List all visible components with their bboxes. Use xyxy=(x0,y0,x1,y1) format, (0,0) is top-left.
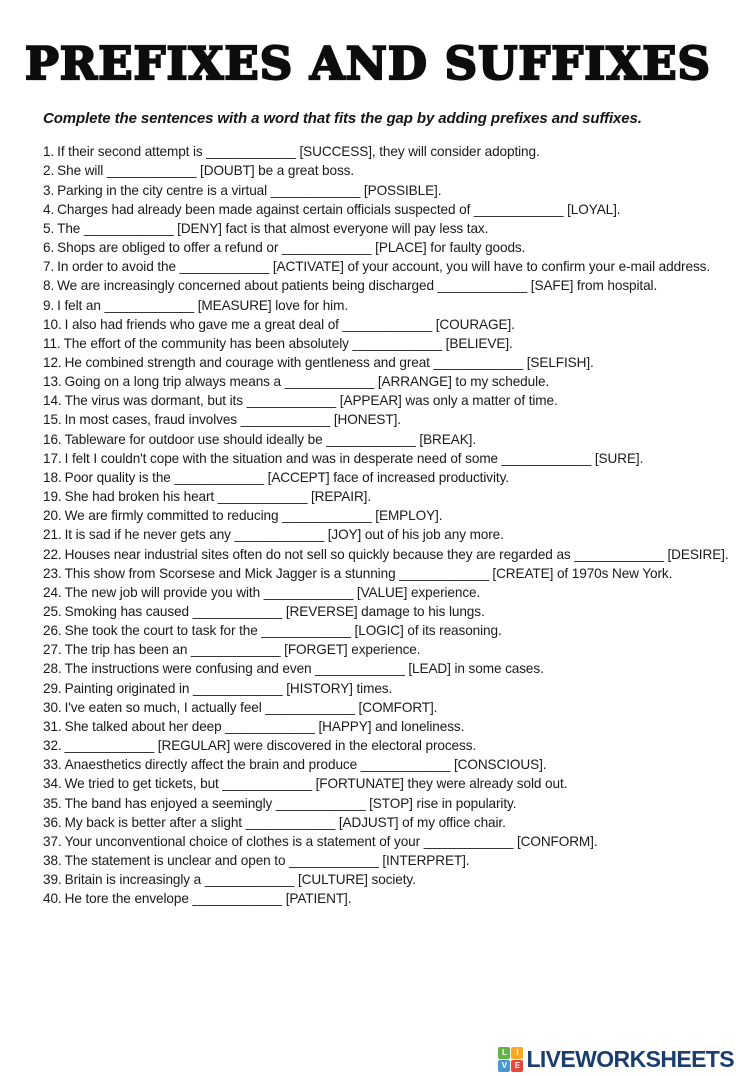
sentence-item xyxy=(43,774,736,793)
sentence-item xyxy=(43,659,736,678)
sentence-item xyxy=(43,142,736,161)
sentence-number: 6. xyxy=(43,240,55,256)
sentence-number: 32. xyxy=(43,738,62,754)
logo-letter-block: I xyxy=(511,1047,523,1059)
sentence-text: Charges had already been made against certain officials suspected of ____________ [LOYAL]. xyxy=(57,201,621,217)
sentence-item xyxy=(43,200,736,219)
sentence-number: 35. xyxy=(43,795,62,811)
sentence-number: 3. xyxy=(43,182,55,198)
sentence-item xyxy=(43,276,736,295)
sentence-number: 14. xyxy=(43,393,62,409)
sentence-item xyxy=(43,870,736,889)
sentence-item xyxy=(43,564,736,583)
sentence-item xyxy=(43,468,736,487)
page-title: PREFIXES AND SUFFIXES xyxy=(24,37,712,90)
liveworksheets-logo-icon xyxy=(498,1047,523,1072)
sentence-number: 30. xyxy=(43,699,62,715)
sentence-item xyxy=(43,736,736,755)
sentence-number: 19. xyxy=(43,489,62,505)
sentence-item xyxy=(43,679,736,698)
sentence-text: The instructions were confusing and even ____________ [LEAD] in some cases. xyxy=(64,661,544,677)
sentence-text: He tore the envelope ____________ [PATIENT]. xyxy=(64,891,352,907)
sentence-text: In order to avoid the ____________ [ACTIVATE] of your account, you will have to confirm your e-mail address. xyxy=(57,259,711,275)
sentence-number: 16. xyxy=(43,431,62,447)
sentence-text: She took the court to task for the ____________ [LOGIC] of its reasoning. xyxy=(64,623,502,639)
sentence-number: 22. xyxy=(43,546,62,562)
sentence-text: The new job will provide you with ____________ [VALUE] experience. xyxy=(64,584,481,600)
sentence-item xyxy=(43,353,736,372)
sentence-item xyxy=(43,257,736,276)
sentence-text: The trip has been an ____________ [FORGET] experience. xyxy=(64,642,421,658)
sentence-item xyxy=(43,506,736,525)
sentence-text: The effort of the community has been absolutely ____________ [BELIEVE]. xyxy=(63,335,513,351)
sentence-number: 39. xyxy=(43,872,62,888)
sentence-item xyxy=(43,717,736,736)
sentence-text: I also had friends who gave me a great deal of ____________ [COURAGE]. xyxy=(64,316,515,332)
sentence-number: 28. xyxy=(43,661,62,677)
sentence-text: Britain is increasingly a ____________ [CULTURE] society. xyxy=(64,872,416,888)
sentence-text: It is sad if he never gets any ____________ [JOY] out of his job any more. xyxy=(64,527,504,543)
sentence-item xyxy=(43,525,736,544)
sentence-item xyxy=(43,372,736,391)
sentence-number: 18. xyxy=(43,469,62,485)
sentence-item xyxy=(43,391,736,410)
sentence-item xyxy=(43,430,736,449)
instructions-text: Complete the sentences with a word that fits the gap by adding prefixes and suffixes. xyxy=(43,110,642,128)
sentence-item xyxy=(43,410,736,429)
sentence-text: Smoking has caused ____________ [REVERSE] damage to his lungs. xyxy=(64,604,485,619)
sentence-number: 2. xyxy=(43,163,55,179)
sentence-item xyxy=(43,334,736,353)
sentence-number: 11. xyxy=(43,335,61,351)
sentence-number: 9. xyxy=(43,297,55,313)
sentence-number: 34. xyxy=(43,776,62,792)
sentence-item xyxy=(43,238,736,257)
sentence-text: Painting originated in ____________ [HISTORY] times. xyxy=(64,680,393,696)
sentence-text: Going on a long trip always means a ____________ [ARRANGE] to my schedule. xyxy=(64,374,550,390)
sentence-number: 26. xyxy=(43,623,62,639)
sentence-number: 20. xyxy=(43,508,62,524)
sentence-text: Houses near industrial sites often do not sell so quickly because they are regarded as ____________ [DESIRE]. xyxy=(64,546,729,562)
sentence-item xyxy=(43,296,736,315)
sentence-text: ____________ [REGULAR] were discovered in the electoral process. xyxy=(64,738,477,754)
sentence-number: 40. xyxy=(43,891,62,907)
sentence-item xyxy=(43,602,736,621)
sentence-item xyxy=(43,640,736,659)
sentence-number: 24. xyxy=(43,584,62,600)
sentence-number: 23. xyxy=(43,565,62,581)
sentence-item xyxy=(43,698,736,717)
worksheet-page xyxy=(0,36,736,1076)
sentence-number: 13. xyxy=(43,374,62,390)
sentence-text: The statement is unclear and open to ____________ [INTERPRET]. xyxy=(64,853,470,869)
sentence-text: I've eaten so much, I actually feel ____________ [COMFORT]. xyxy=(64,699,438,715)
sentence-item xyxy=(43,315,736,334)
sentence-item xyxy=(43,161,736,180)
sentence-text: We are increasingly concerned about patients being discharged ____________ [SAFE] from hospital. xyxy=(57,278,658,294)
sentence-text: Shops are obliged to offer a refund or ____________ [PLACE] for faulty goods. xyxy=(57,240,526,256)
sentence-number: 36. xyxy=(43,814,62,830)
sentence-item xyxy=(43,832,736,851)
sentence-text: My back is better after a slight ____________ [ADJUST] of my office chair. xyxy=(64,814,506,830)
sentence-number: 38. xyxy=(43,853,62,869)
sentence-list xyxy=(43,142,736,908)
sentence-text: I felt an ____________ [MEASURE] love for him. xyxy=(57,297,348,313)
sentence-number: 12. xyxy=(43,354,62,370)
sentence-text: The virus was dormant, but its ____________ [APPEAR] was only a matter of time. xyxy=(64,393,558,409)
sentence-number: 5. xyxy=(43,220,55,236)
sentence-number: 1. xyxy=(43,144,55,160)
sentence-text: The band has enjoyed a seemingly ____________ [STOP] rise in popularity. xyxy=(64,795,517,811)
sentence-item xyxy=(43,889,736,908)
logo-letter-block: V xyxy=(498,1060,510,1072)
sentence-item xyxy=(43,621,736,640)
sentence-text: Tableware for outdoor use should ideally be ____________ [BREAK]. xyxy=(64,431,477,447)
sentence-item xyxy=(43,583,736,602)
sentence-text: Poor quality is the ____________ [ACCEPT] face of increased productivity. xyxy=(64,469,509,485)
logo-letter-block: E xyxy=(511,1060,523,1072)
sentence-item xyxy=(43,487,736,506)
sentence-text: He combined strength and courage with gentleness and great ____________ [SELFISH]. xyxy=(64,354,594,370)
sentence-number: 4. xyxy=(43,201,55,217)
sentence-number: 29. xyxy=(43,680,62,696)
sentence-number: 7. xyxy=(43,259,55,275)
sentence-item xyxy=(43,219,736,238)
sentence-item xyxy=(43,794,736,813)
sentence-text: Anaesthetics directly affect the brain and produce ____________ [CONSCIOUS]. xyxy=(64,757,547,773)
sentence-text: If their second attempt is ____________ [SUCCESS], they will consider adopting. xyxy=(57,144,540,160)
sentence-item xyxy=(43,813,736,832)
sentence-number: 10. xyxy=(43,316,62,332)
sentence-text: I felt I couldn't cope with the situation and was in desperate need of some ____________ [SURE]. xyxy=(64,450,644,466)
sentence-number: 27. xyxy=(43,642,62,658)
sentence-number: 15. xyxy=(43,412,62,428)
sentence-text: She will ____________ [DOUBT] be a great boss. xyxy=(57,163,355,179)
sentence-number: 37. xyxy=(43,833,62,849)
sentence-number: 25. xyxy=(43,604,62,619)
sentence-item xyxy=(43,755,736,774)
sentence-text: In most cases, fraud involves ____________ [HONEST]. xyxy=(64,412,401,428)
sentence-text: The ____________ [DENY] fact is that almost everyone will pay less tax. xyxy=(57,220,489,236)
sentence-text: She talked about her deep ____________ [HAPPY] and loneliness. xyxy=(64,718,465,734)
sentence-text: Your unconventional choice of clothes is a statement of your ____________ [CONFORM]. xyxy=(64,833,598,849)
sentence-text: Parking in the city centre is a virtual ____________ [POSSIBLE]. xyxy=(57,182,442,198)
sentence-item xyxy=(43,851,736,870)
sentence-number: 8. xyxy=(43,278,55,294)
footer xyxy=(498,1046,734,1073)
sentence-number: 31. xyxy=(43,718,62,734)
sentence-number: 33. xyxy=(43,757,62,773)
sentence-number: 21. xyxy=(43,527,62,543)
sentence-text: We are firmly committed to reducing ____________ [EMPLOY]. xyxy=(64,508,443,524)
sentence-item xyxy=(43,449,736,468)
sentence-text: She had broken his heart ____________ [REPAIR]. xyxy=(64,489,372,505)
sentence-text: This show from Scorsese and Mick Jagger is a stunning ____________ [CREATE] of 1970s New York. xyxy=(64,565,673,581)
sentence-number: 17. xyxy=(43,450,62,466)
sentence-item xyxy=(43,545,736,564)
brand-name[interactable]: LIVEWORKSHEETS xyxy=(526,1046,734,1072)
sentence-item xyxy=(43,181,736,200)
logo-letter-block: L xyxy=(498,1047,510,1059)
sentence-text: We tried to get tickets, but ____________ [FORTUNATE] they were already sold out. xyxy=(64,776,568,792)
